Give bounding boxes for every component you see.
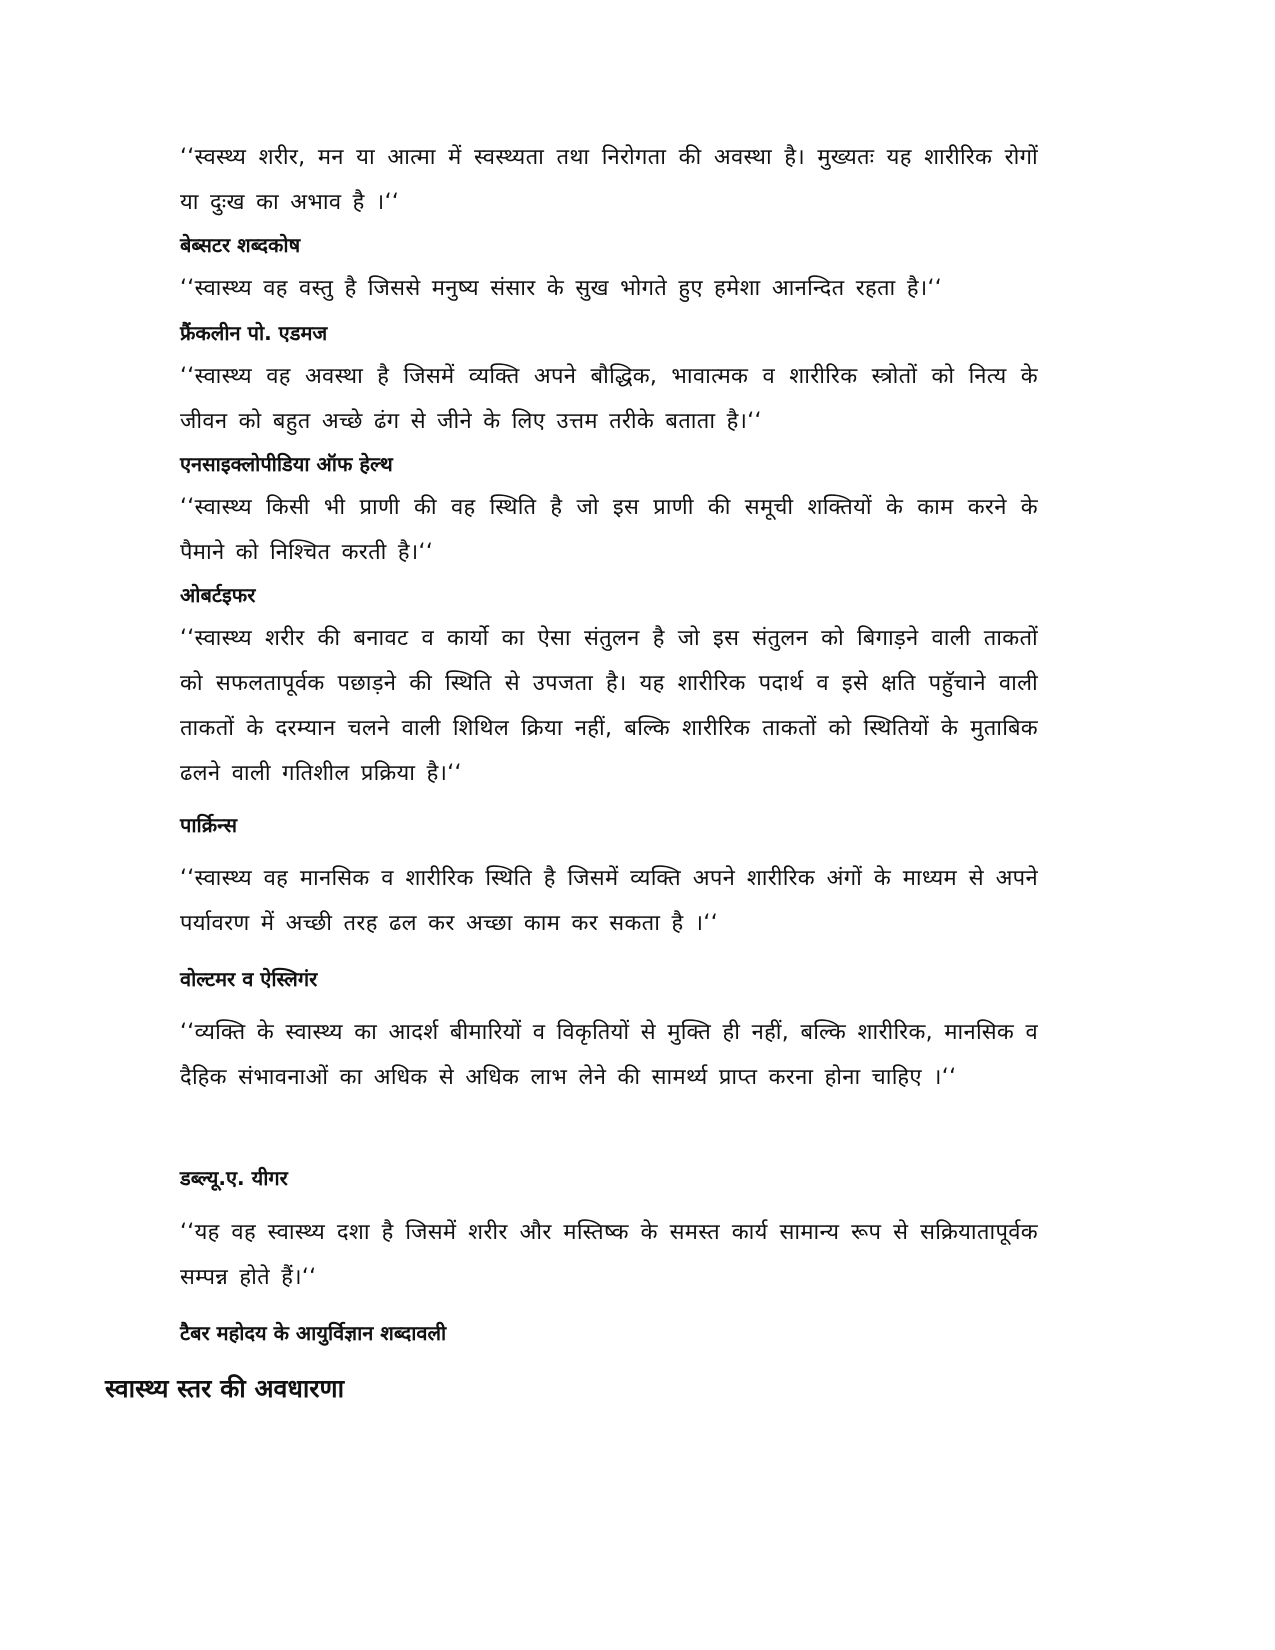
quote-paragraph: ‘‘स्वस्थ्य शरीर, मन या आत्मा में स्वस्थ्यता तथा निरोगता की अवस्था है। मुख्यतः यह शारीरिक रोगों या दुःख का अभाव है ।‘‘ bbox=[180, 145, 1038, 215]
quote-paragraph: ‘‘स्वास्थ्य किसी भी प्राणी की वह स्थिति है जो इस प्राणी की समूची शक्तियों के काम करने के पैमाने को निश्चित करती है।‘‘ bbox=[180, 495, 1038, 565]
quote-paragraph: ‘‘स्वास्थ्य वह वस्तु है जिससे मनुष्य संसार के सुख भोगते हुए हमेशा आनन्दित रहता है।‘‘ bbox=[180, 276, 943, 301]
quote-source: पार्क्रिन्स bbox=[180, 813, 238, 837]
quote-paragraph: ‘‘स्वास्थ्य शरीर की बनावट व कार्यो का ऐसा संतुलन है जो इस संतुलन को बिगाड़ने वाली ताकतों को सफलतापूर्वक पछाड़ने की स्थिति से उपजता है। यह शारीरिक पदार्थ व इसे क्षति पहुॅचाने वाली ताकतों के दरम्यान चलने वाली शिथिल क्रिया नहीं, बल्कि शारीरिक ताकतों को स्थितियों के मुताबिक ढलने वाली गतिशील प्रक्रिया है।‘‘ bbox=[180, 626, 1038, 786]
quote-paragraph: ‘‘स्वास्थ्य वह मानसिक व शारीरिक स्थिति है जिसमें व्यक्ति अपने शारीरिक अंगों के माध्यम से अपने पर्यावरण में अच्छी तरह ढल कर अच्छा काम कर सकता है ।‘‘ bbox=[180, 866, 1038, 936]
quote-source: बेब्सटर शब्दकोष bbox=[180, 233, 301, 257]
quote-paragraph: ‘‘स्वास्थ्य वह अवस्था है जिसमें व्यक्ति अपने बौद्धिक, भावात्मक व शारीरिक स्त्रोतों को नित्य के जीवन को बहुत अच्छे ढंग से जीने के लिए उत्तम तरीके बताता है।‘‘ bbox=[180, 364, 1038, 434]
quote-source: वोल्टमर व ऐस्लिगंर bbox=[180, 967, 318, 991]
quote-source: टैबर महोदय के आयुर्विज्ञान शब्दावली bbox=[180, 1321, 447, 1345]
quote-source: ओबर्टइफर bbox=[180, 583, 256, 607]
quote-source: एनसाइक्लोपीडिया ऑफ हेल्थ bbox=[180, 452, 393, 476]
quote-source: फ्रैंकलीन पो. एडमज bbox=[180, 321, 328, 345]
quote-paragraph: ‘‘व्यक्ति के स्वास्थ्य का आदर्श बीमारियों व विकृतियों से मुक्ति ही नहीं, बल्कि शारीरिक, मानसिक व दैहिक संभावनाओं का अधिक से अधिक लाभ लेने की सामर्थ्य प्राप्त करना होना चाहिए ।‘‘ bbox=[180, 1020, 1038, 1090]
quote-paragraph: ‘‘यह वह स्वास्थ्य दशा है जिसमें शरीर और मस्तिष्क के समस्त कार्य सामान्य रूप से सक्रियातापूर्वक सम्पन्न होते हैं।‘‘ bbox=[180, 1220, 1038, 1290]
quote-source: डब्ल्यू.ए. यीगर bbox=[180, 1166, 288, 1190]
section-heading: स्वास्थ्य स्तर की अवधारणा bbox=[105, 1374, 345, 1403]
